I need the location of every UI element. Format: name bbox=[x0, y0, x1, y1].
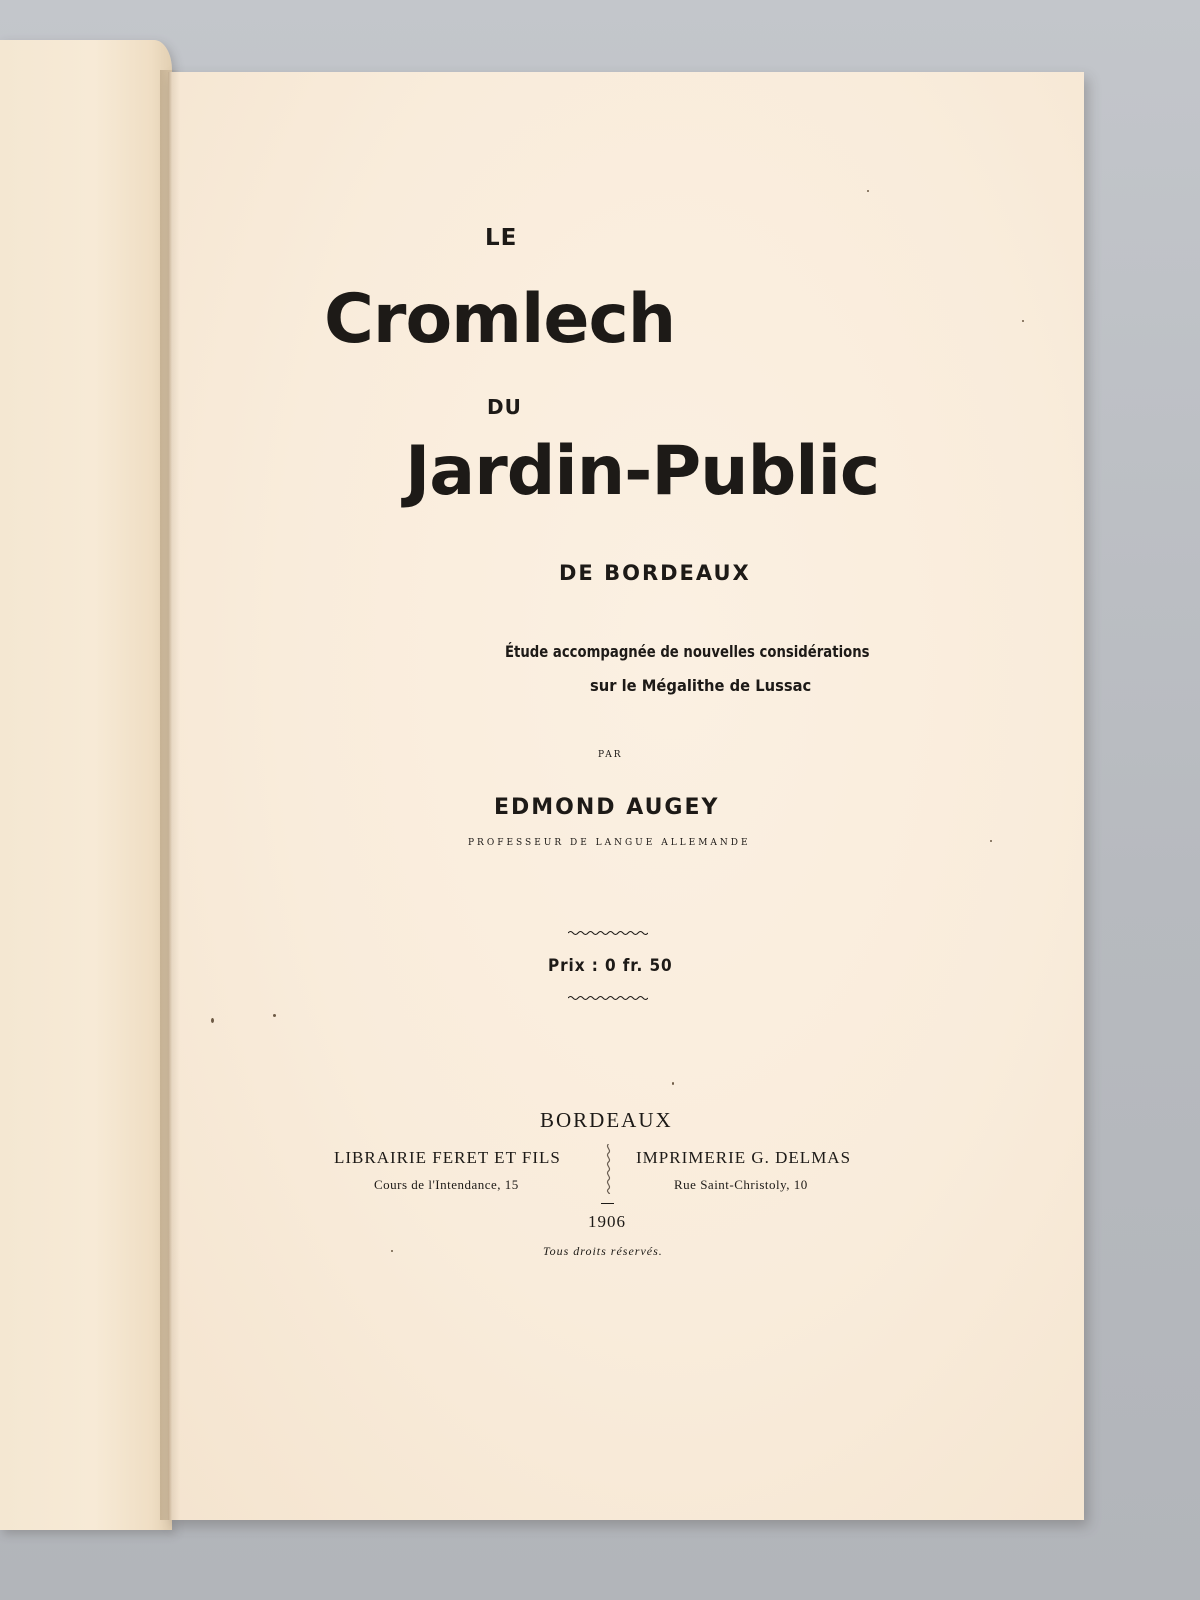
imprint-address-left: Cours de l'Intendance, 15 bbox=[374, 1177, 519, 1192]
paper-speck bbox=[990, 840, 992, 842]
left-page bbox=[0, 40, 172, 1530]
paper-speck bbox=[1022, 320, 1024, 322]
imprint-publisher-right: IMPRIMERIE G. DELMAS bbox=[636, 1148, 852, 1167]
imprint-rights: Tous droits réservés. bbox=[543, 1244, 663, 1258]
price: Prix : 0 fr. 50 bbox=[548, 956, 673, 976]
title-article: LE bbox=[485, 225, 518, 251]
title-main: Cromlech bbox=[324, 280, 676, 359]
title-second: Jardin-Public bbox=[405, 432, 880, 511]
title-connector: DU bbox=[487, 395, 522, 419]
wavy-rule-top bbox=[568, 929, 648, 937]
paper-speck bbox=[867, 190, 869, 192]
paper-speck bbox=[672, 1082, 674, 1085]
subtitle-line-2: sur le Mégalithe de Lussac bbox=[590, 676, 812, 695]
by-label: PAR bbox=[598, 750, 623, 760]
imprint-year: 1906 bbox=[588, 1212, 626, 1231]
paper-speck bbox=[391, 1250, 393, 1252]
subtitle-line-1: Étude accompagnée de nouvelles considérations bbox=[505, 642, 870, 661]
author-title: PROFESSEUR DE LANGUE ALLEMANDE bbox=[468, 838, 751, 848]
imprint-city: BORDEAUX bbox=[540, 1108, 673, 1132]
imprint-publisher-left: LIBRAIRIE FERET ET FILS bbox=[334, 1148, 561, 1167]
page-edge bbox=[168, 72, 172, 1520]
paper-speck bbox=[211, 1018, 214, 1023]
year-rule bbox=[601, 1203, 614, 1204]
author-name: EDMOND AUGEY bbox=[494, 795, 720, 820]
paper-speck bbox=[273, 1014, 276, 1017]
title-place: DE BORDEAUX bbox=[559, 561, 751, 585]
wavy-rule-bottom bbox=[568, 994, 648, 1002]
rope-divider-ornament bbox=[604, 1144, 613, 1194]
imprint-address-right: Rue Saint-Christoly, 10 bbox=[674, 1177, 808, 1192]
